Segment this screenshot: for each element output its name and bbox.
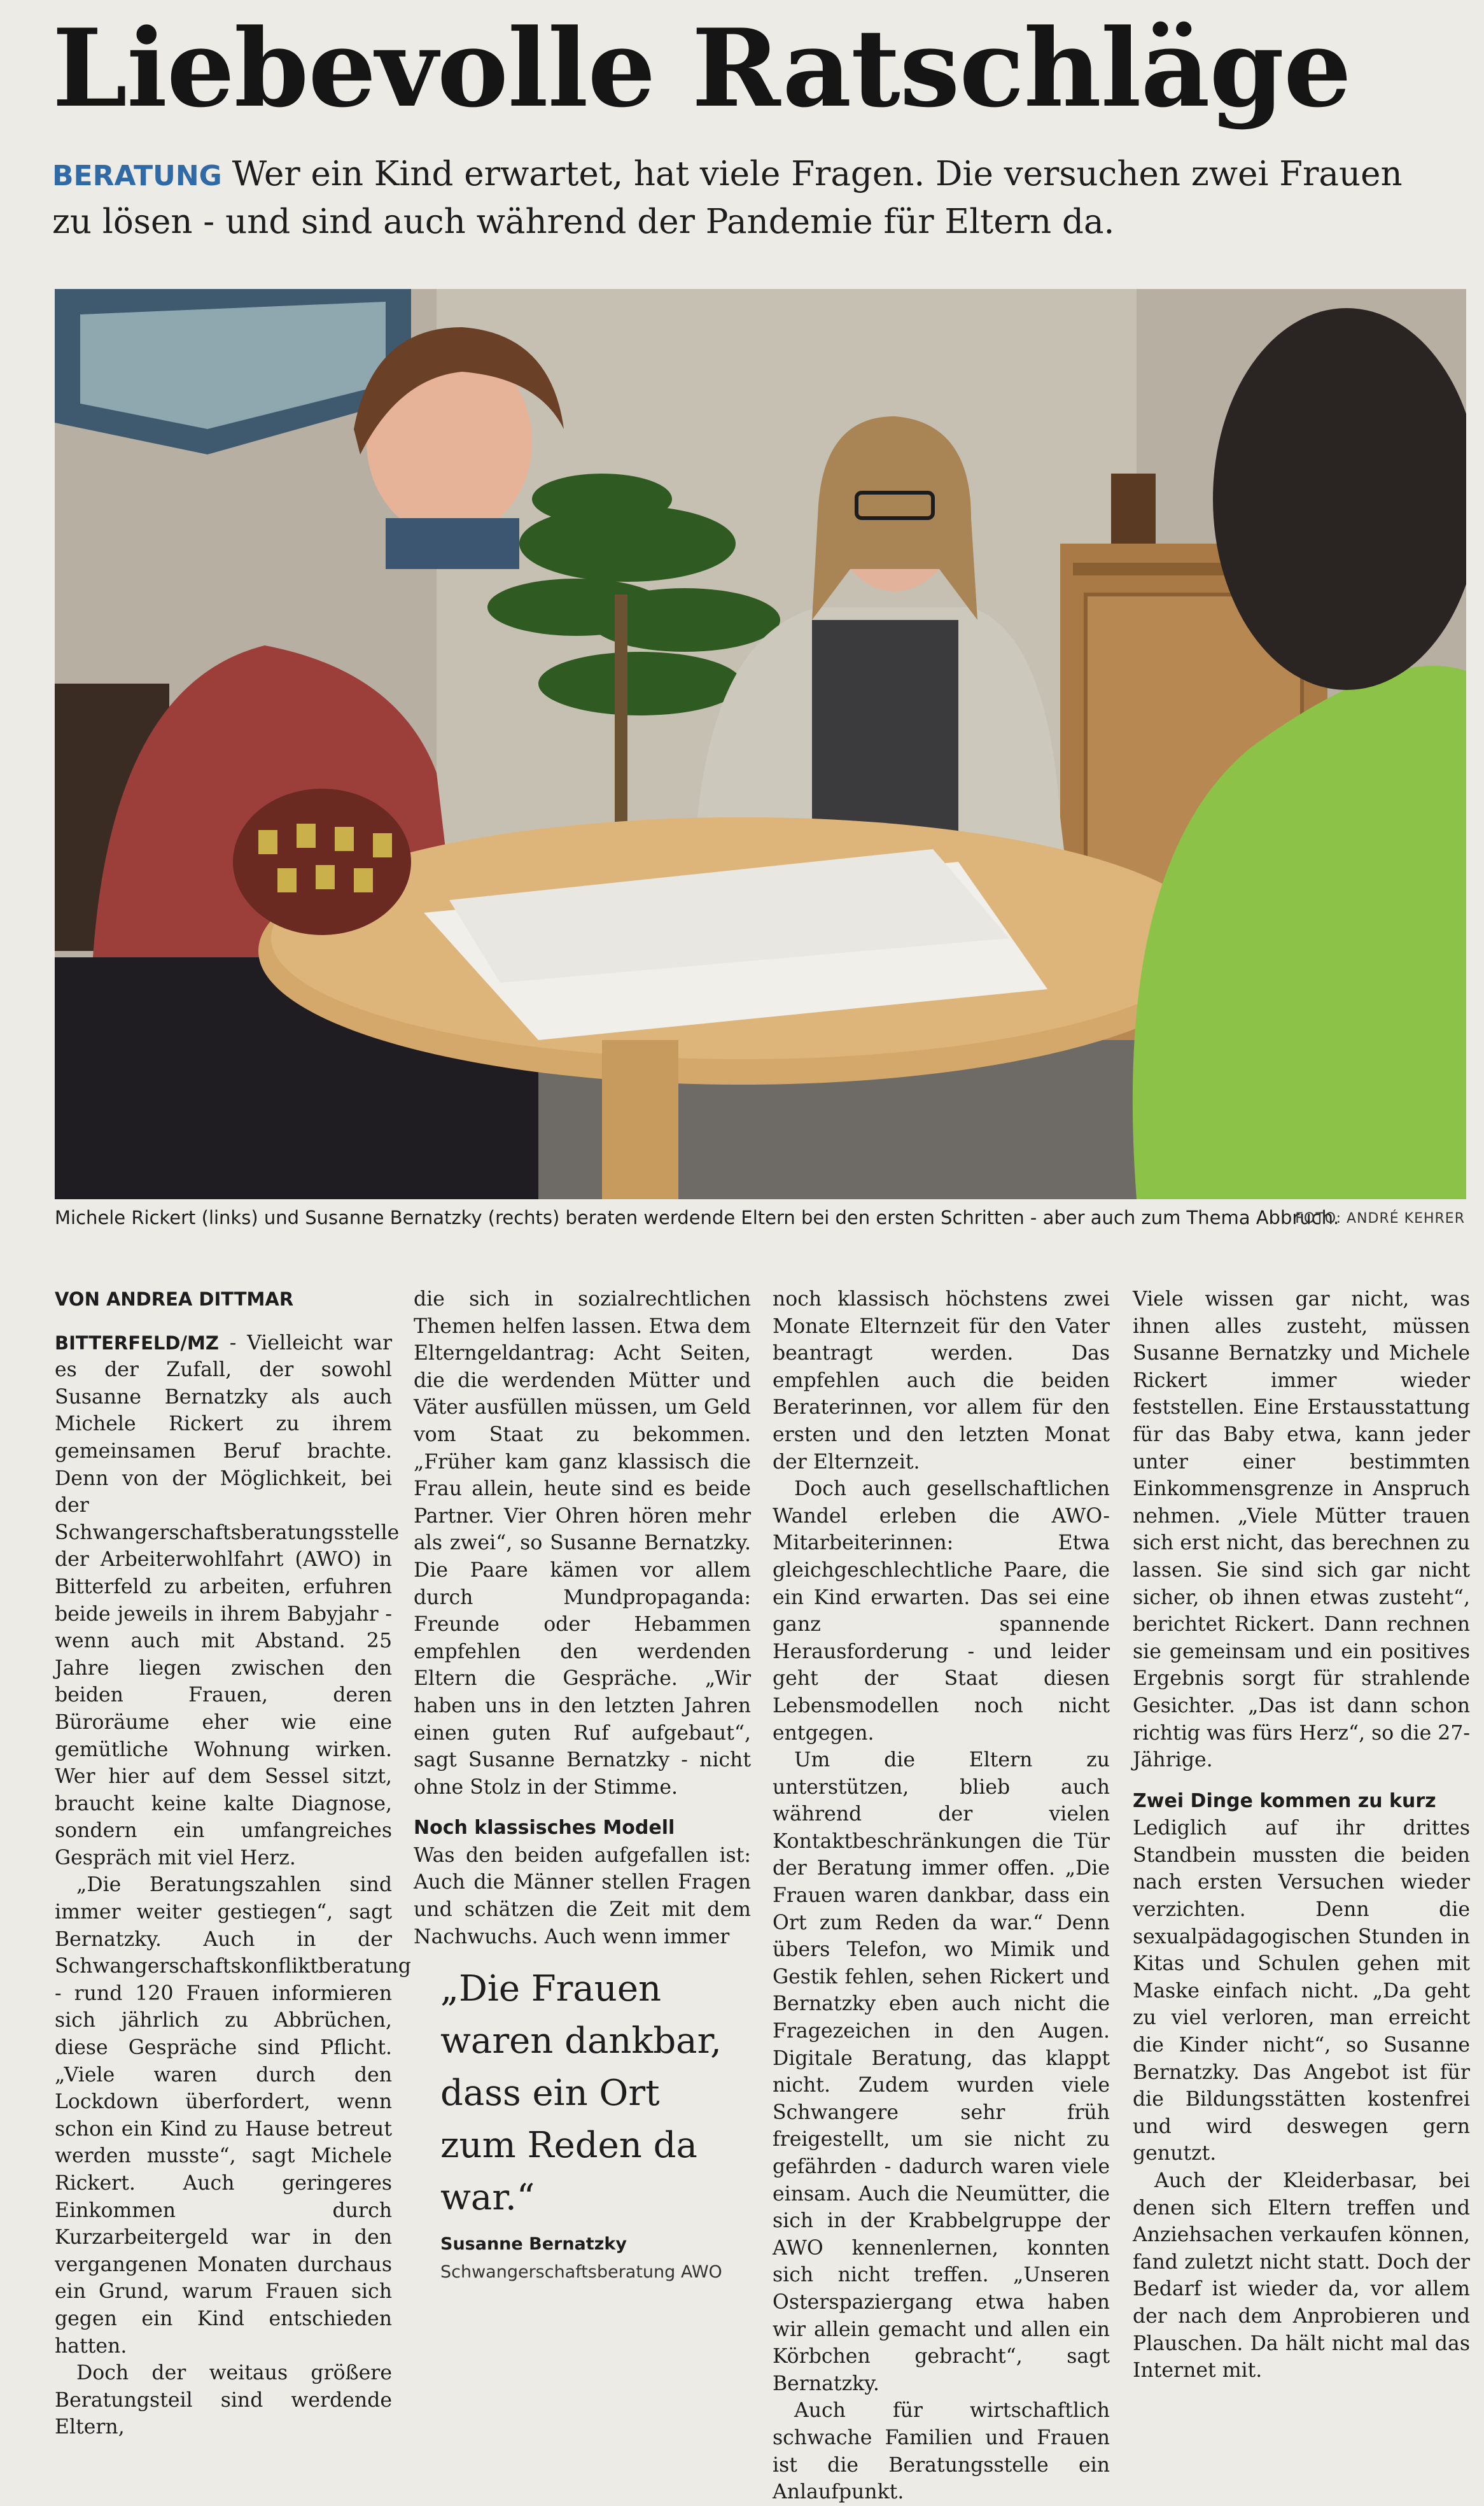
article-paragraph [55,1330,400,1872]
pull-quote-role: Schwangerschaftsberatung AWO [440,2262,722,2282]
article-paragraph: noch klassisch höchstens zwei Monate Elternzeit für den Vater beantragt werden. Das empfehlen auch die beiden Beraterinnen, vor allem für den ersten und den letzten Monat der Elternzeit. [773,1288,1110,1474]
pull-quote: „Die Frauen waren dankbar, dass ein Ort zum Reden da war.“ [440,1968,722,2218]
teaser-text: Wer ein Kind erwartet, hat viele Fragen. Die versuchen zwei Frauen zu lösen - und sind auch während der Pandemie für Eltern da. [52,155,1403,241]
teaser-kicker: BERATUNG [52,160,222,192]
teaser [52,151,1439,245]
article-paragraph: Lediglich auf ihr drittes Standbein mussten die beiden nach ersten Versuchen wieder verzichten. Denn die sexualpädagogischen Stunden in Kitas und Schulen gehen mit Maske einfach nicht. „Da geht zu viel verloren, man erreicht die Kinder nicht“, so Susanne Bernatzky. Das Angebot ist für die Bildungsstätten kostenfrei und wird deswegen gern genutzt. [1133,1817,1470,2165]
ghost-text-bleed [1438,13,1471,125]
headline: Liebevolle Ratschläge [52,5,1351,131]
article-paragraph: Was den beiden aufgefallen ist: Auch die Männer stellen Fragen und schätzen die Zeit mit dem Nachwuchs. Auch wenn immer [414,1843,751,1948]
byline: VON ANDREA DITTMAR [55,1288,294,1310]
article-text: - Vielleicht war es der Zufall, der sowohl Susanne Bernatzky als auch Michele Rickert zu ihrem gemeinsamen Beruf brachte. Denn von der Möglichkeit, bei der Schwangerschaftsberatungsstelle der Arbeiterwohlfahrt (AWO) in Bitterfeld zu arbeiten, erfuhren beide jeweils in ihrem Babyjahr - wenn auch mit Abstand. 25 Jahre liegen zwischen den beiden Frauen, deren Büroräume eher wie eine gemütliche Wohnung wirken. Wer hier auf dem Sessel sitzt, braucht keine kalte Diagnose, sondern ein umfangreiches Gespräch mit viel Herz. [55,1331,400,1869]
article-paragraph: Um die Eltern zu unterstützen, blieb auch während der vielen Kontaktbeschränkungen die Tür der Beratung immer offen. „Die Frauen waren dankbar, dass ein Ort zum Reden da war.“ Denn übers Telefon, wo Mimik und Gestik fehlen, sehen Rickert und Bernatzky eben auch nicht die Fragezeichen in den Augen. Digitale Beratung, das klappt nicht. Zudem wurden viele Schwangere sehr früh freigestellt, um sie nicht zu gefährden - dadurch waren viele einsam. Auch die Neumütter, die sich in der Krabbelgruppe der AWO kennenlernen, konnten sich nicht treffen. „Unseren Osterspaziergang etwa haben wir allein gemacht und allen ein Körbchen gebracht“, sagt Bernatzky. [773,1749,1110,2395]
photo-credit: FOTO: ANDRÉ KEHRER [1295,1211,1465,1227]
article-paragraph: Auch für wirtschaftlich schwache Familien und Frauen ist die Beratungsstelle ein Anlaufpunkt. [773,2399,1110,2504]
photo-illustration [55,289,1466,1199]
pull-quote-author: Susanne Bernatzky [440,2234,627,2254]
subheading: Zwei Dinge kommen zu kurz [1133,1789,1436,1812]
photo-caption: Michele Rickert (links) und Susanne Bernatzky (rechts) beraten werdende Eltern bei den ersten Schritten - aber auch zum Thema Abbruch. [55,1207,1340,1228]
article-column-1 [55,1286,411,2441]
article-paragraph: Auch der Kleiderbasar, bei denen sich Eltern treffen und Anziehsachen verkaufen können, fand zuletzt nicht statt. Doch der Bedarf ist wieder da, vor allem der nach dem Anprobieren und Plauschen. Da hält nicht mal das Internet mit. [1133,2169,1470,2383]
article-photo [55,289,1466,1199]
article-column-4 [1133,1286,1470,2384]
article-paragraph: Viele wissen gar nicht, was ihnen alles zusteht, müssen Susanne Bernatzky und Michele Rickert immer wieder feststellen. Eine Erstausstattung für das Baby etwa, kann jeder unter einer bestimmten Einkommensgrenze in Anspruch nehmen. „Viele Mütter trauen sich erst nicht, das berechnen zu lassen. Sie sind sich gar nicht sicher, ob ihnen etwas zusteht“, berichtet Rickert. Dann rechnen sie gemeinsam und ein positives Ergebnis sorgt für strahlende Gesichter. „Das ist dann schon richtig was fürs Herz“, so die 27-Jährige. [1133,1288,1470,1772]
article-paragraph: „Die Beratungszahlen sind immer weiter gestiegen“, sagt Bernatzky. Auch in der Schwangerschaftskonfliktberatung - rund 120 Frauen informieren sich jährlich zu Abbrüchen, diese Gespräche sind Pflicht. „Viele waren durch den Lockdown überfordert, wenn schon ein Kind zu Hause betreut werden musste“, sagt Michele Rickert. Auch geringeres Einkommen durch Kurzarbeitergeld war in den vergangenen Monaten durchaus ein Grund, warum Frauen sich gegen ein Kind entschieden hatten. [55,1873,411,2358]
article-paragraph: Doch auch gesellschaftlichen Wandel erleben die AWO-Mitarbeiterinnen: Etwa gleichgeschlechtliche Paare, die ein Kind erwarten. Das sei eine ganz spannende Herausforderung - und leider geht der Staat diesen Lebensmodellen noch nicht entgegen. [773,1477,1110,1745]
article-column-2 [414,1286,751,1950]
article-column-3 [773,1286,1110,2506]
article-paragraph: die sich in sozialrechtlichen Themen helfen lassen. Etwa dem Elterngeldantrag: Acht Seiten, die die werdenden Mütter und Väter ausfüllen müssen, um Geld vom Staat zu bekommen. „Früher kam ganz klassisch die Frau allein, heute sind es beide Partner. Vier Ohren hören mehr als zwei“, so Susanne Bernatzky. Die Paare kämen vor allem durch Mundpropaganda: Freunde oder Hebammen empfehlen den werdenden Eltern die Gespräche. „Wir haben uns in den letzten Jahren einen guten Ruf aufgebaut“, sagt Susanne Bernatzky - nicht ohne Stolz in der Stimme. [414,1288,751,1799]
subheading: Noch klassisches Modell [414,1817,675,1840]
dateline: BITTERFELD/MZ [55,1332,219,1354]
article-paragraph: Doch der weitaus größere Beratungsteil sind werdende Eltern, [55,2362,392,2439]
